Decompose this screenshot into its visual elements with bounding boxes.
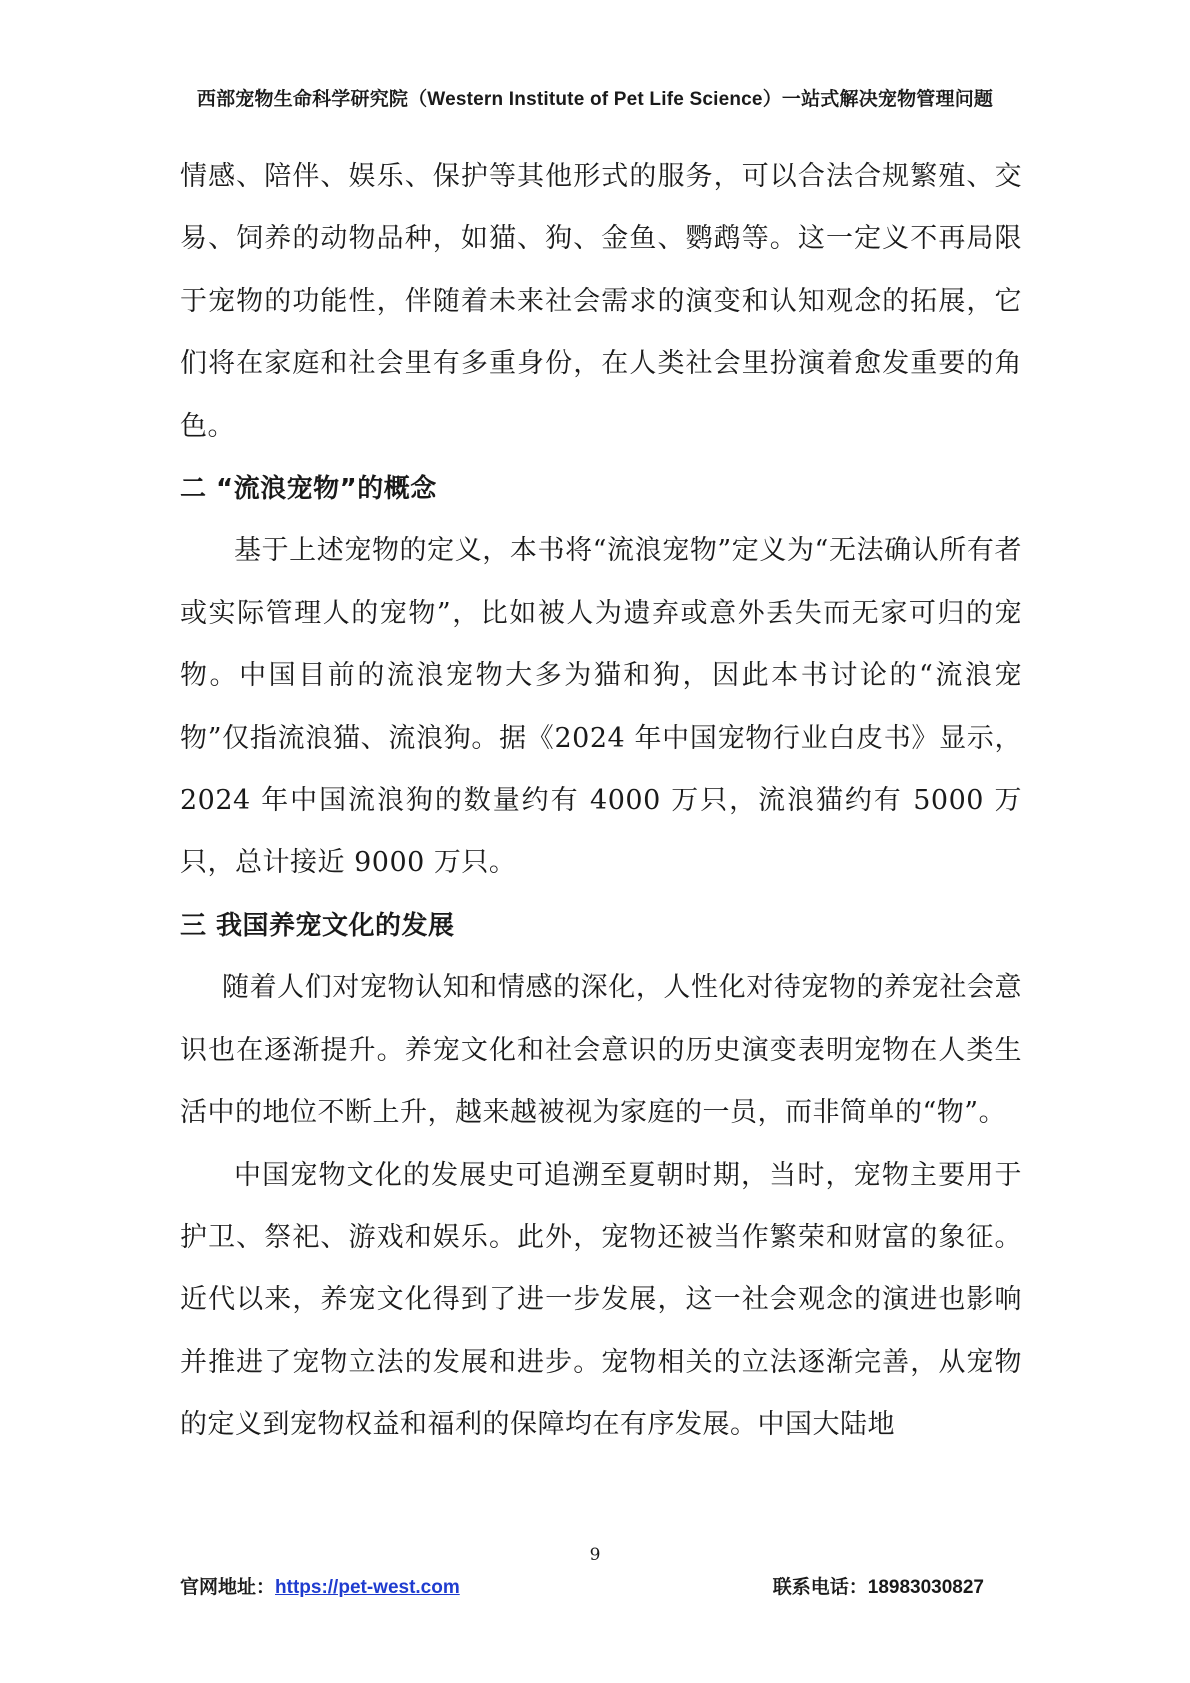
page-number: 9	[589, 1545, 601, 1565]
page-content	[180, 146, 1022, 1457]
paragraph-pet-culture-history: 中国宠物文化的发展史可追溯至夏朝时期，当时，宠物主要用于护卫、祭祀、游戏和娱乐。此外，宠物还被当作繁荣和财富的象征。近代以来，养宠文化得到了进一步发展，这一社会观念的演进也影响并推进了宠物立法的发展和进步。宠物相关的立法逐渐完善，从宠物的定义到宠物权益和福利的保障均在有序发展。中国大陆地	[180, 1159, 1022, 1441]
phone-number: 18983030827	[867, 1577, 984, 1598]
website-link[interactable]: https://pet-west.com	[275, 1577, 460, 1598]
page-footer	[180, 1572, 984, 1599]
paragraph-pet-culture-intro: 随着人们对宠物认知和情感的深化，人性化对待宠物的养宠社会意识也在逐渐提升。养宠文化和社会意识的历史演变表明宠物在人类生活中的地位不断上升，越来越被视为家庭的一员，而非简单的“物”。	[180, 972, 1022, 1129]
footer-website	[180, 1572, 460, 1599]
phone-label: 联系电话：	[772, 1577, 868, 1598]
page-header	[0, 84, 1190, 111]
header-title: 西部宠物生命科学研究院（Western Institute of Pet Life Science）一站式解决宠物管理问题	[196, 89, 994, 110]
paragraph-continuation: 情感、陪伴、娱乐、保护等其他形式的服务，可以合法合规繁殖、交易、饲养的动物品种，如猫、狗、金鱼、鹦鹉等。这一定义不再局限于宠物的功能性，伴随着未来社会需求的演变和认知观念的拓展，它们将在家庭和社会里有多重身份，在人类社会里扮演着愈发重要的角色。	[180, 161, 1022, 442]
website-label: 官网地址：	[180, 1577, 276, 1598]
paragraph-stray-pets-definition: 基于上述宠物的定义，本书将“流浪宠物”定义为“无法确认所有者或实际管理人的宠物”，比如被人为遗弃或意外丢失而无家可归的宠物。中国目前的流浪宠物大多为猫和狗，因此本书讨论的“流浪宠物”仅指流浪猫、流浪狗。据《2024 年中国宠物行业白皮书》显示，2024 年中国流浪狗的数量约有 4000 万只，流浪猫约有 5000 万只，总计接近 9000 万只。	[180, 535, 1022, 879]
footer-phone	[773, 1572, 984, 1599]
section-heading-stray-pets: 二 “流浪宠物”的概念	[180, 474, 437, 505]
section-heading-pet-culture: 三 我国养宠文化的发展	[180, 910, 455, 941]
